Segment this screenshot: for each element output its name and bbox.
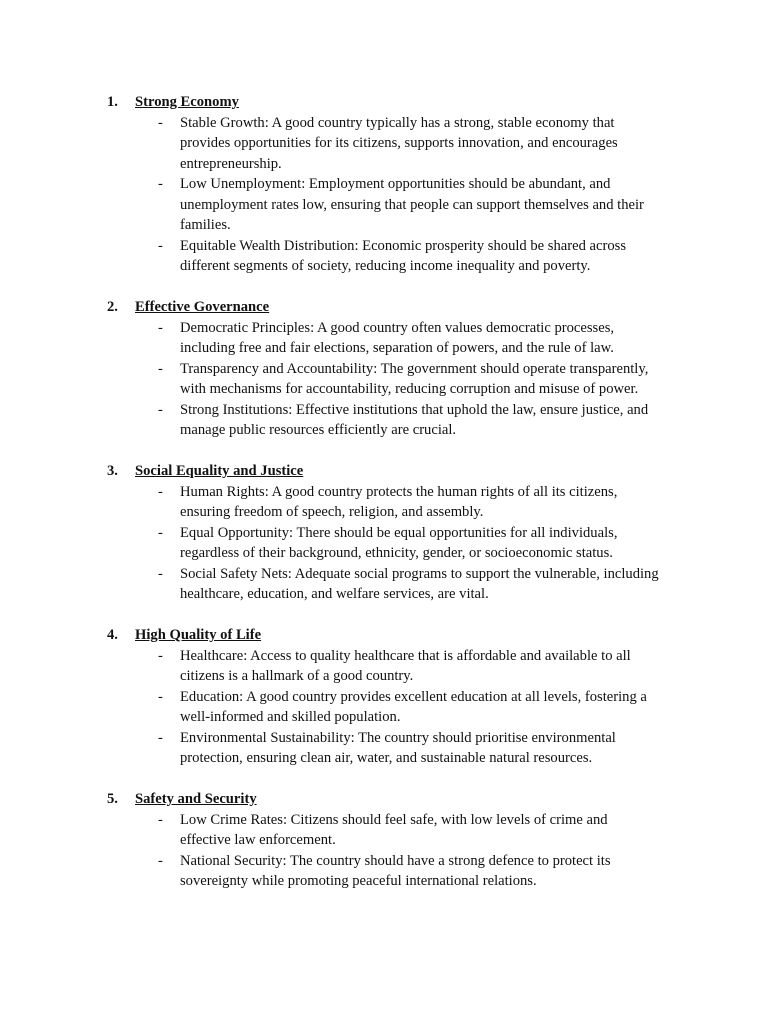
bullet-dash: -: [158, 565, 163, 582]
bullet-text-line: Healthcare: Access to quality healthcare that is affordable and available to all: [180, 647, 631, 664]
bullet-text: [180, 400, 678, 441]
bullet-item: [0, 359, 768, 400]
bullet-text: [180, 113, 678, 175]
section-items: [0, 113, 768, 277]
bullet-item: [0, 851, 768, 892]
bullet-text-line: citizens is a hallmark of a good country.: [180, 668, 414, 684]
section-items: [0, 482, 768, 605]
bullet-dash: -: [158, 524, 163, 541]
bullet-item: [0, 564, 768, 605]
section-title: Social Equality and Justice: [135, 463, 304, 479]
bullet-text-line: Low Unemployment: Employment opportunities should be abundant, and: [180, 176, 611, 192]
bullet-text: [180, 174, 678, 236]
section-items: [0, 646, 768, 769]
bullet-text-line: ensuring freedom of speech, religion, and assembly.: [180, 504, 484, 520]
bullet-dash: -: [158, 729, 163, 746]
bullet-dash: -: [158, 401, 163, 418]
bullet-item: [0, 687, 768, 728]
bullet-dash: -: [158, 647, 163, 664]
bullet-dash: -: [158, 811, 163, 828]
bullet-item: [0, 113, 768, 175]
bullet-item: [0, 482, 768, 523]
section-title: Effective Governance: [135, 299, 270, 315]
bullet-item: [0, 400, 768, 441]
bullet-text-line: manage public resources efficiently are crucial.: [180, 422, 457, 438]
bullet-text-line: Human Rights: A good country protects the human rights of all its citizens,: [180, 483, 618, 500]
section-title: Strong Economy: [135, 94, 239, 110]
section-number: 2.: [107, 299, 118, 315]
bullet-text: [180, 810, 678, 851]
bullet-text-line: protection, ensuring clean air, water, and sustainable natural resources.: [180, 750, 593, 766]
bullet-text-line: Stable Growth: A good country typically has a strong, stable economy that: [180, 114, 615, 131]
section-number: 1.: [107, 94, 118, 110]
bullet-item: [0, 236, 768, 277]
bullet-text: [180, 646, 678, 687]
section-number: 5.: [107, 791, 118, 807]
bullet-text-line: effective law enforcement.: [180, 832, 336, 848]
section-items: [0, 318, 768, 441]
bullet-text-line: different segments of society, reducing income inequality and poverty.: [180, 258, 591, 274]
bullet-text-line: provides opportunities for its citizens, supports innovation, and encourages: [180, 135, 618, 151]
bullet-text-line: unemployment rates low, ensuring that people can support themselves and their: [180, 196, 644, 213]
bullet-text-line: well-informed and skilled population.: [180, 709, 401, 725]
bullet-text: [180, 523, 678, 564]
bullet-dash: -: [158, 319, 163, 336]
bullet-text-line: Social Safety Nets: Adequate social programs to support the vulnerable, including: [180, 565, 659, 582]
bullet-dash: -: [158, 688, 163, 705]
bullet-dash: -: [158, 852, 163, 869]
section-number: 4.: [107, 627, 118, 643]
bullet-text-line: Democratic Principles: A good country often values democratic processes,: [180, 319, 615, 336]
section-title: Safety and Security: [135, 791, 257, 807]
bullet-text-line: entrepreneurship.: [180, 155, 282, 172]
bullet-dash: -: [158, 176, 163, 192]
bullet-text-line: Transparency and Accountability: The government should operate transparently,: [180, 360, 649, 377]
section-title: High Quality of Life: [135, 627, 262, 643]
bullet-text: [180, 482, 678, 523]
bullet-dash: -: [158, 114, 163, 131]
bullet-dash: -: [158, 237, 163, 254]
bullet-item: [0, 728, 768, 769]
bullet-text-line: Education: A good country provides excellent education at all levels, fostering a: [180, 688, 647, 705]
bullet-dash: -: [158, 483, 163, 500]
section-number: 3.: [107, 463, 118, 479]
bullet-text: [180, 359, 678, 400]
bullet-text-line: Environmental Sustainability: The country should prioritise environmental: [180, 729, 616, 746]
bullet-text-line: sovereignty while promoting peaceful international relations.: [180, 873, 537, 889]
bullet-item: [0, 810, 768, 851]
bullet-text-line: Equitable Wealth Distribution: Economic prosperity should be shared across: [180, 237, 626, 254]
bullet-text: [180, 564, 678, 605]
bullet-dash: -: [158, 360, 163, 377]
bullet-text-line: regardless of their background, ethnicity, gender, or socioeconomic status.: [180, 545, 613, 561]
bullet-text: [180, 851, 678, 892]
bullet-item: [0, 174, 768, 236]
bullet-text-line: families.: [180, 217, 231, 233]
bullet-item: [0, 318, 768, 359]
bullet-item: [0, 523, 768, 564]
bullet-text-line: Low Crime Rates: Citizens should feel safe, with low levels of crime and: [180, 811, 608, 828]
bullet-text: [180, 236, 678, 277]
bullet-text-line: Equal Opportunity: There should be equal opportunities for all individuals,: [180, 524, 618, 541]
section-items: [0, 810, 768, 892]
bullet-text: [180, 687, 678, 728]
bullet-text-line: National Security: The country should have a strong defence to protect its: [180, 852, 611, 869]
bullet-text-line: Strong Institutions: Effective institutions that uphold the law, ensure justice, and: [180, 401, 649, 418]
bullet-text: [180, 728, 678, 769]
bullet-text-line: healthcare, education, and welfare services, are vital.: [180, 586, 489, 602]
bullet-text-line: with mechanisms for accountability, reducing corruption and misuse of power.: [180, 381, 639, 397]
bullet-text-line: including free and fair elections, separation of powers, and the rule of law.: [180, 340, 614, 356]
bullet-text: [180, 318, 678, 359]
bullet-item: [0, 646, 768, 687]
